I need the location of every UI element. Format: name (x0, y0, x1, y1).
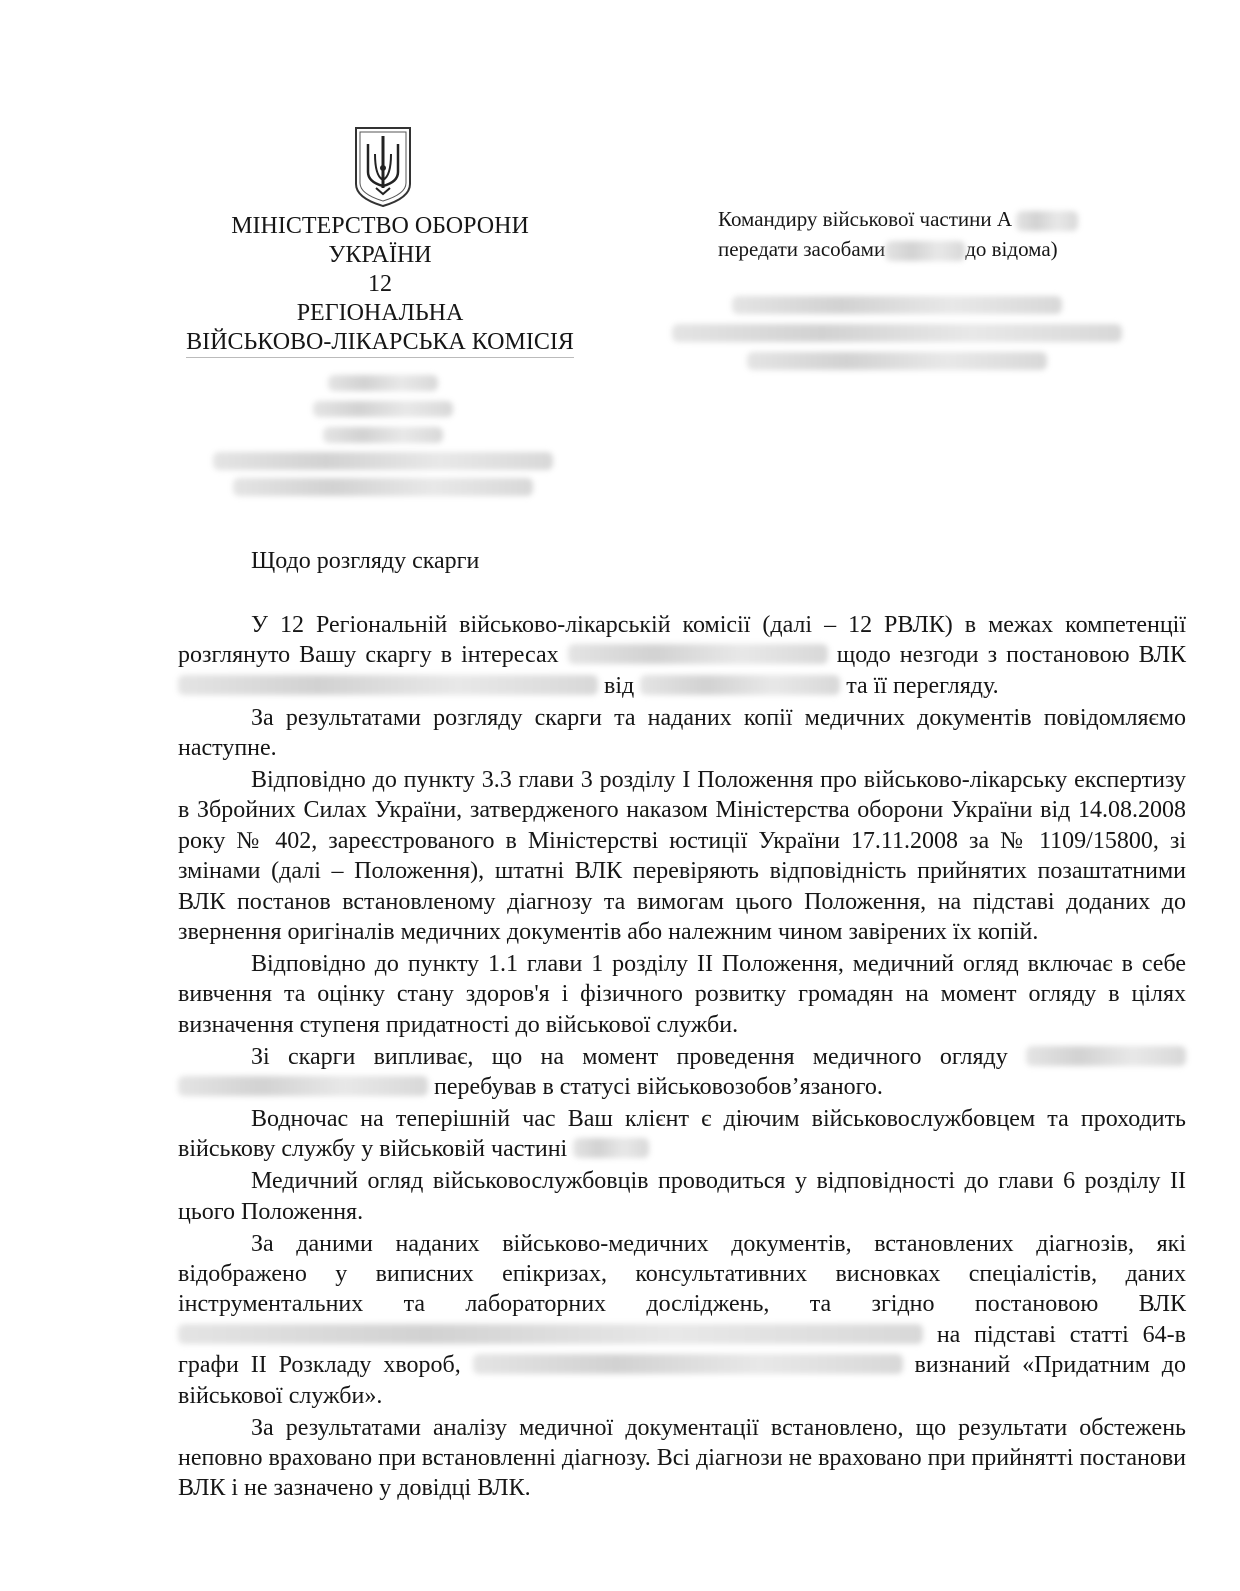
recipient-line2-prefix: передати засобами (718, 237, 886, 261)
org-line: УКРАЇНИ (328, 242, 432, 268)
paragraph-text: Зі скарги випливає, що на момент проведення медичного огляду (251, 1043, 1008, 1070)
redacted-channel (885, 241, 965, 261)
redacted-name (473, 1354, 903, 1374)
paragraph-text: За даними наданих військово-медичних документів, встановлених діагнозів, які відображено у виписних епікризах, консультативних висновках спеціалістів, даних інструментальних та лабораторних досліджень, та згідно постановою ВЛК (178, 1230, 1186, 1318)
paragraph (178, 610, 1186, 701)
org-line: МІНІСТЕРСТВО ОБОРОНИ (231, 213, 529, 239)
redacted-recipient-details (668, 290, 1126, 374)
paragraph-text: визнаний «Придатним до військової служби». (178, 1352, 1186, 1409)
letter-body (178, 610, 1186, 1505)
redacted-name (568, 644, 828, 664)
redacted-unit-number (573, 1138, 649, 1158)
redacted-address-block (198, 370, 568, 500)
paragraph: Відповідно до пункту 1.1 глави 1 розділу ІІ Положення, медичний огляд включає в себе вивчення та оцінку стану здоров'я і фізичного розвитку громадян на момент огляду в цілях визначення ступеня придатності до військової служби. (178, 950, 1186, 1038)
paragraph: Відповідно до пункту 3.3 глави 3 розділу І Положення про військово-лікарську експертизу в Збройних Силах України, затвердженого наказом Міністерства оборони України від 14.08.2008 року № 402, зареєстрованого в Міністерстві юстиції України 17.11.2008 за № 1109/15800, зі змінами (далі – Положення), штатні ВЛК перевіряють відповідність прийнятих позаштатними ВЛК постанов встановленому діагнозу та вимогам цього Положення, на підставі доданих до звернення оригіналів медичних документів або належним чином завірених їх копій. (178, 767, 1186, 946)
paragraph-text: щодо незгоди з постановою ВЛК (836, 642, 1187, 669)
paragraph-text: перебував в статусі військовозобов’язаного. (434, 1074, 883, 1101)
organization-header (160, 212, 600, 358)
paragraph: За результатами розгляду скарги та наданих копії медичних документів повідомляємо наступне. (178, 704, 1186, 762)
org-line: ВІЙСЬКОВО-ЛІКАРСЬКА КОМІСІЯ (186, 328, 574, 358)
org-line: 12 (368, 271, 392, 297)
redacted-name (1026, 1046, 1186, 1066)
paragraph-text: У 12 Регіональній військово-лікарській комісії (далі – 12 РВЛК) в межах компетенції розглянуто Вашу скаргу в інтересах (178, 612, 1186, 669)
redacted-date (640, 675, 840, 695)
org-line: РЕГІОНАЛЬНА (296, 300, 464, 326)
paragraph-text: Водночас на теперішній час Ваш клієнт є діючим військовослужбовцем та проходить військову службу у військовій частині (178, 1106, 1186, 1163)
paragraph (178, 1104, 1186, 1165)
paragraph (178, 1042, 1186, 1103)
paragraph-text: та її перегляду. (846, 672, 999, 699)
redacted-commission (178, 675, 598, 695)
paragraph-text: від (604, 672, 635, 699)
redacted-name (178, 1076, 428, 1096)
redacted-resolution (178, 1324, 923, 1344)
paragraph: За результатами аналізу медичної документації встановлено, що результати обстежень неповно враховано при встановленні діагнозу. Всі діагнози не враховано при прийнятті постанови ВЛК і не зазначено у довідці ВЛК. (178, 1414, 1186, 1502)
paragraph: Медичний огляд військовослужбовців проводиться у відповідності до глави 6 розділу ІІ цього Положення. (178, 1168, 1186, 1225)
paragraph-text: на підставі статті 64-в графи ІІ Розкладу хвороб, (178, 1321, 1186, 1379)
redacted-unit-number (1016, 211, 1078, 231)
recipient-block (718, 204, 1138, 264)
letter-subject: Щодо розгляду скарги (251, 548, 480, 574)
recipient-line1: Командиру військової частини А (718, 207, 1013, 231)
trident-emblem-icon (352, 124, 414, 208)
recipient-line2-suffix: до відома) (965, 237, 1058, 261)
paragraph (178, 1229, 1186, 1411)
